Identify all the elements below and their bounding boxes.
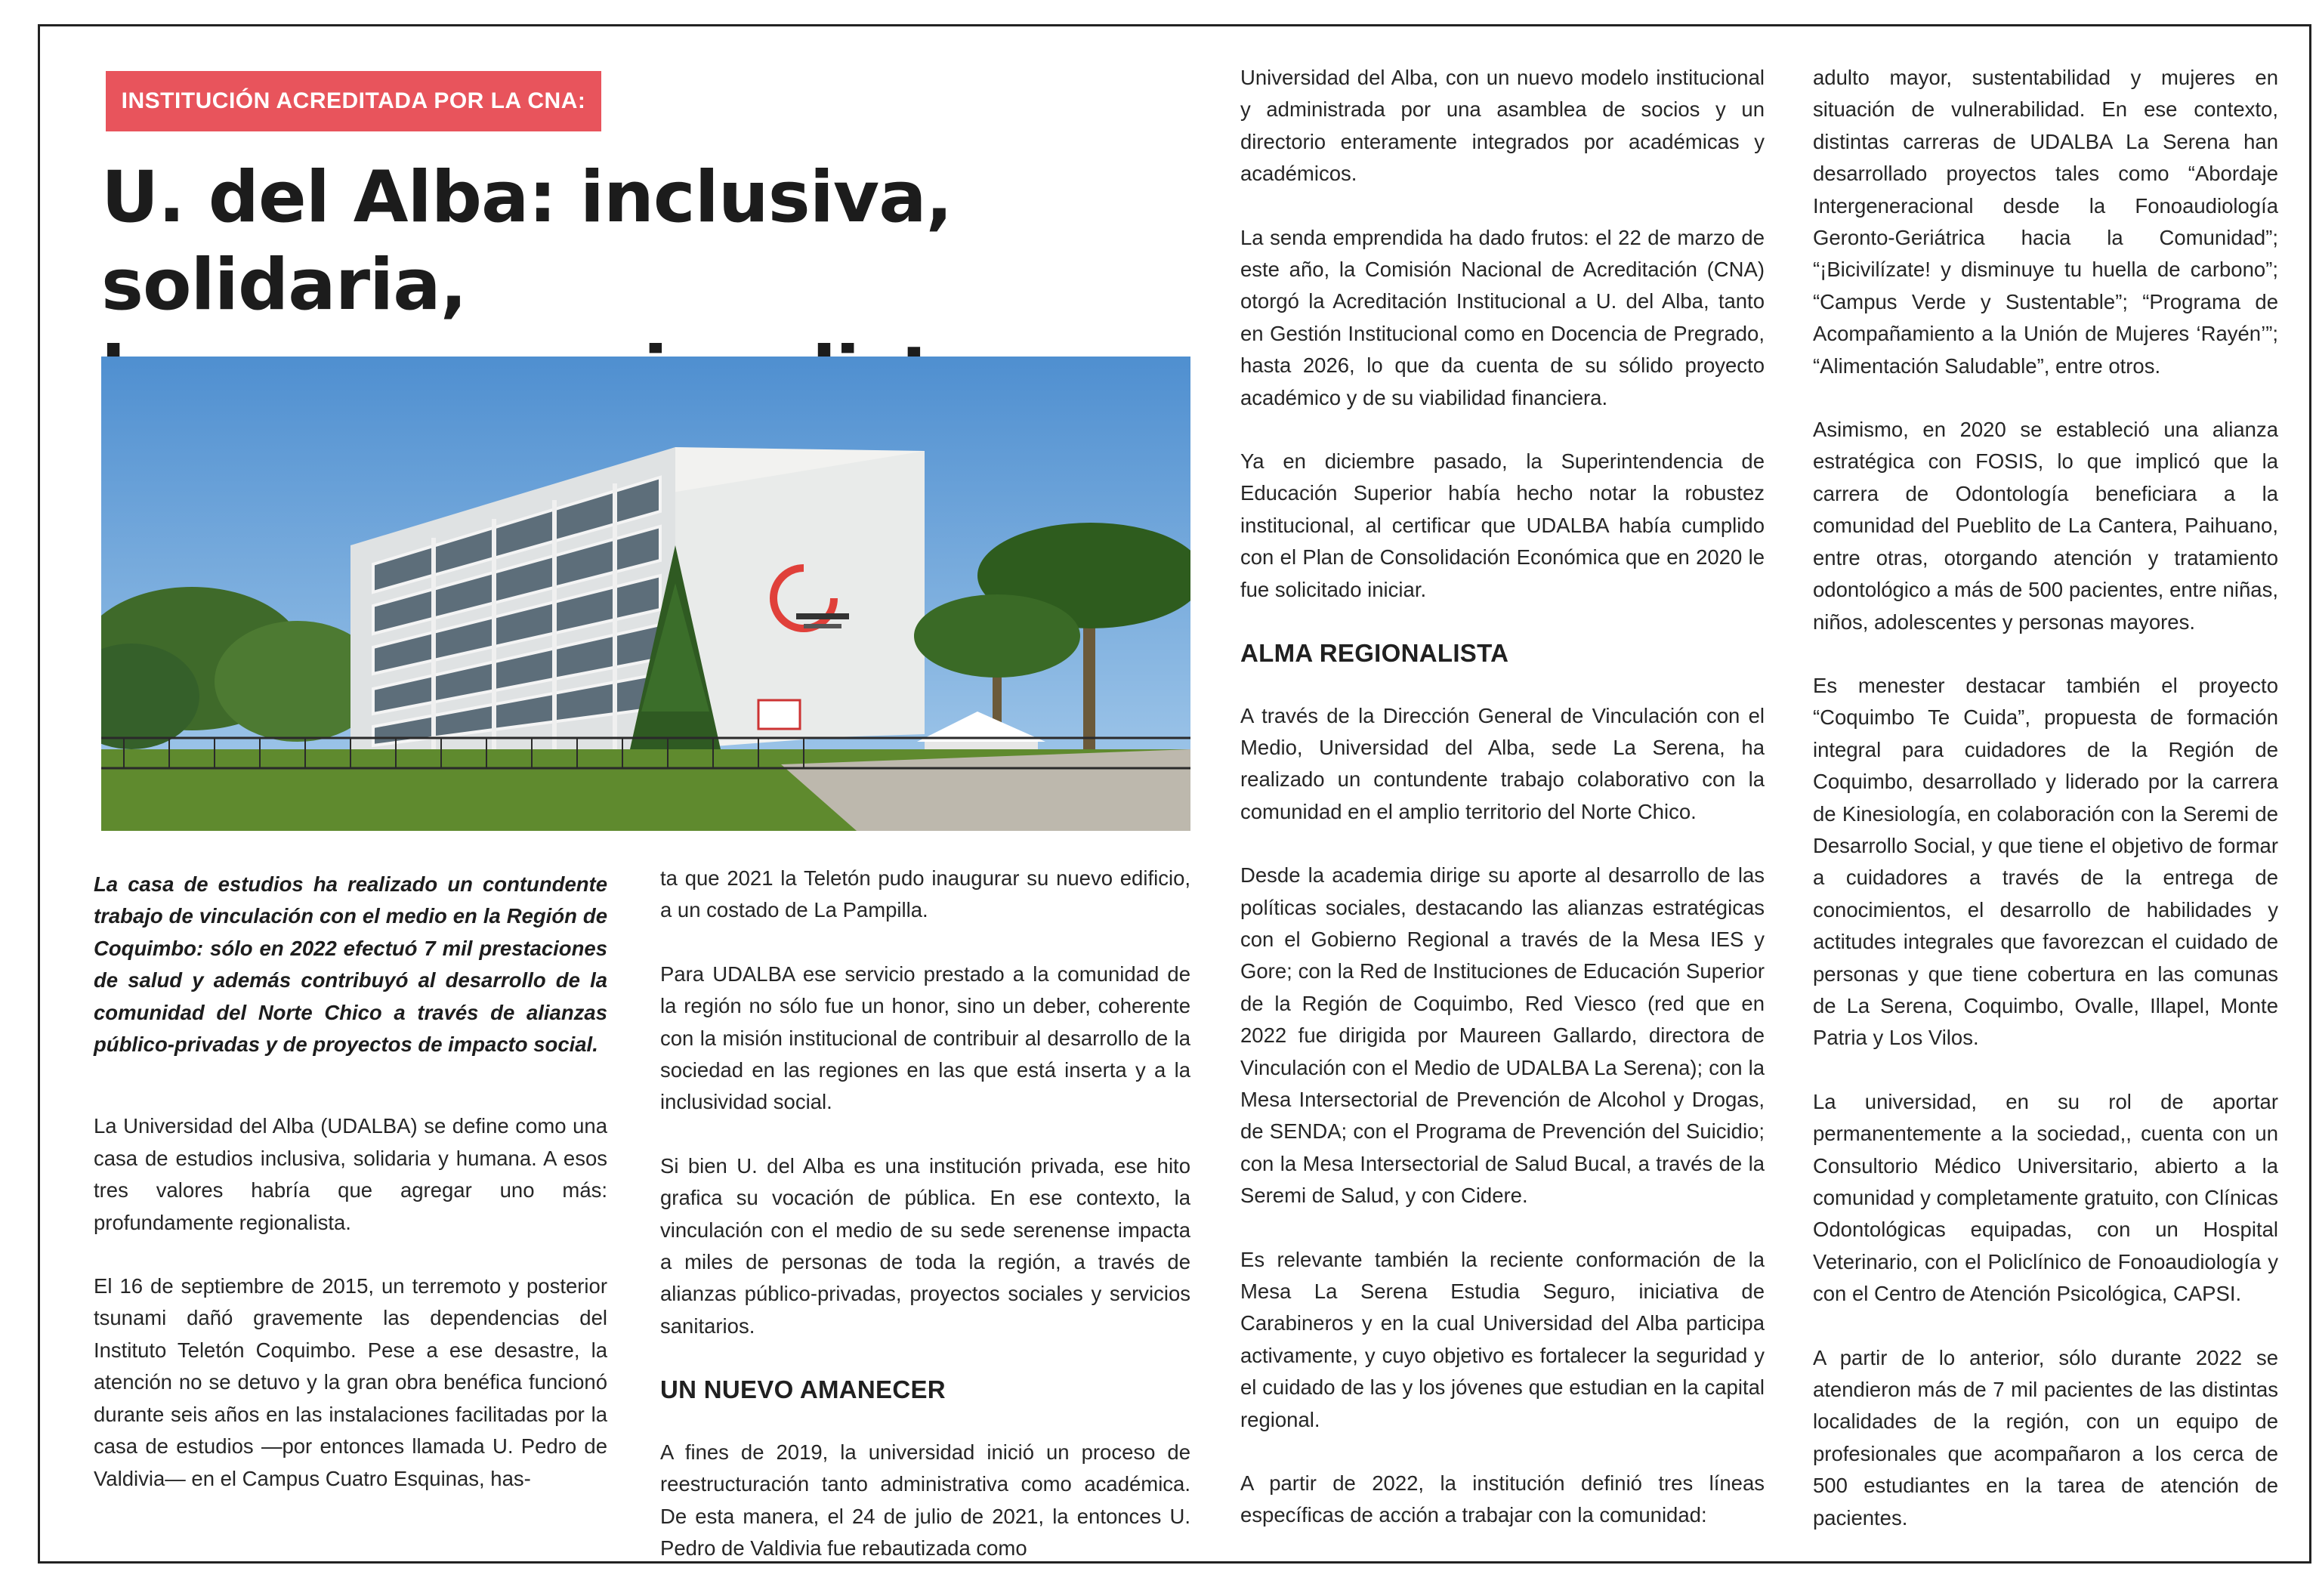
col3-paragraph-4: A través de la Dirección General de Vinculación con el Medio, Universidad del Alba, sede La Serena, ha realizado un contundente trabajo colaborativo con la comunidad en el amplio territorio del Norte Chico. xyxy=(1240,703,1765,823)
col3-paragraph-7: A partir de 2022, la institución definió tres líneas específicas de acción a trabajar con la comunidad: xyxy=(1240,1471,1765,1527)
lead-paragraph: La casa de estudios ha realizado un contundente trabajo de vinculación con el medio en la Región de Coquimbo: sólo en 2022 efectuó 7 mil prestaciones de salud y además contribuyó al desarrollo de la comunidad del Norte Chico a través de alianzas público-privadas y de proyectos de impacto social. xyxy=(94,872,607,1057)
column-1 xyxy=(94,869,607,1527)
col2-paragraph-3: Si bien U. del Alba es una institución privada, ese hito grafica su vocación de pública. En ese contexto, la vinculación con el medio de su sede serenense impacta a miles de personas de toda la región, a través de alianzas público-privadas, proyectos sociales y servicios sanitarios. xyxy=(660,1153,1190,1338)
building-photo xyxy=(101,357,1190,831)
col3-paragraph-2: La senda emprendida ha dado frutos: el 22 de marzo de este año, la Comisión Nacional de Acreditación (CNA) otorgó la Acreditación Institucional a U. del Alba, tanto en Gestión Institucional como en Docencia de Pregrado, hasta 2026, lo que da cuenta de su sólido proyecto académico y de su viabilidad financiera. xyxy=(1240,225,1765,409)
col2-paragraph-4: A fines de 2019, la universidad inició un proceso de reestructuración tanto administrativa como académica. De esta manera, el 24 de julio de 2021, la entonces U. Pedro de Valdivia fue rebautizada como xyxy=(660,1440,1190,1560)
col4-paragraph-4: La universidad, en su rol de aportar permanentemente a la sociedad,, cuenta con un Consultorio Médico Universitario, abierto a la comunidad y completamente gratuito, con Clínicas Odontológicas equipadas, con un Hospital Veterinario, con el Policlínico de Fonoaudiología y con el Centro de Atención Psicológica, CAPSI. xyxy=(1813,1089,2279,1306)
col4-paragraph-3: Es menester destacar también el proyecto “Coquimbo Te Cuida”, propuesta de formación integral para cuidadores de la Región de Coquimbo, desarrollado y liderado por la carrera de Kinesiología, en colaboración con la Seremi de Desarrollo Social, y que tiene el objetivo de formar a cuidadores a través de la entrega de conocimientos, el desarrollo de habilidades y actitudes integrales que favorezcan el cuidado de personas y que tiene cobertura en las comunas de La Serena, Coquimbo, Ovalle, Illapel, Monte Patria y Los Vilos. xyxy=(1813,673,2278,1050)
col1-paragraph-1: La Universidad del Alba (UDALBA) se define como una casa de estudios inclusiva, solidaria y humana. A esos tres valores habría que agregar uno más: profundamente regionalista. xyxy=(94,1114,607,1234)
column-3 xyxy=(1240,62,1765,1564)
column-2 xyxy=(660,863,1190,1596)
col1-paragraph-2: El 16 de septiembre de 2015, un terremoto y posterior tsunami dañó gravemente las dependencias del Instituto Teletón Coquimbo. Pese a ese desastre, la atención no se detuvo y la gran obra benéfica funcionó durante seis años en las instalaciones facilitadas por la casa de estudios —por entonces llamada U. Pedro de Valdivia— en el Campus Cuatro Esquinas, has- xyxy=(94,1274,607,1490)
col3-paragraph-1: Universidad del Alba, con un nuevo modelo institucional y administrada por una asamblea de socios y un directorio enteramente integrados por académicas y académicos. xyxy=(1240,66,1765,186)
col3-paragraph-3: Ya en diciembre pasado, la Superintendencia de Educación Superior había hecho notar la robustez institucional, al certificar que UDALBA había cumplido con el Plan de Consolidación Económica que en 2020 le fue solicitado iniciar. xyxy=(1240,449,1765,601)
headline-line-1: U. del Alba: inclusiva, solidaria, xyxy=(101,156,953,326)
section-heading-alma-regionalista: ALMA REGIONALISTA xyxy=(1240,639,1509,668)
col2-paragraph-2: Para UDALBA ese servicio prestado a la comunidad de la región no sólo fue un honor, sino un deber, coherente con la misión institucional de contribuir al desarrollo de la sociedad en las regiones en las que está inserta y a la inclusividad social. xyxy=(660,962,1190,1114)
col4-paragraph-5: A partir de lo anterior, sólo durante 2022 se atendieron más de 7 mil pacientes de las distintas localidades de la región, con un equipo de profesionales que acompañaron a los cerca de 500 estudiantes en la tarea de atención de pacientes. xyxy=(1813,1345,2278,1530)
kicker-badge: INSTITUCIÓN ACREDITADA POR LA CNA: xyxy=(106,71,601,131)
col2-paragraph-1: ta que 2021 la Teletón pudo inaugurar su nuevo edificio, a un costado de La Pampilla. xyxy=(660,866,1190,922)
col4-paragraph-2: Asimismo, en 2020 se estableció una alianza estratégica con FOSIS, lo que implicó que la carrera de Odontología beneficiara a la comunidad del Pueblito de La Cantera, Paihuano, entre otras, otorgando atención y tratamiento odontológico a más de 500 pacientes, entre niñas, niños, adolescentes y personas mayores. xyxy=(1813,418,2278,634)
section-heading-nuevo-amanecer: UN NUEVO AMANECER xyxy=(660,1375,946,1404)
col3-paragraph-6: Es relevante también la reciente conformación de la Mesa La Serena Estudia Seguro, iniciativa de Carabineros y en la cual Universidad del Alba participa activamente, y cuyo objetivo es fortalecer la seguridad y el cuidado de las y los jóvenes que estudian en la capital regional. xyxy=(1240,1247,1765,1431)
column-4 xyxy=(1813,62,2278,1566)
col3-paragraph-5: Desde la academia dirige su aporte al desarrollo de las políticas sociales, destacando las alianzas estratégicas con el Gobierno Regional a través de la Mesa IES y Gore; con la Red de Instituciones de Educación Superior de la Región de Coquimbo, Red Viesco (red que en 2022 fue dirigida por Maureen Gallardo, directora de Vinculación con el Medio de UDALBA La Serena); con la Mesa Intersectorial de Prevención de Alcohol y Drogas, de SENDA; con el Programa de Prevención del Suicidio; con la Mesa Intersectorial de Salud Bucal, a través de la Seremi de Salud, y con Cidere. xyxy=(1240,863,1765,1208)
col4-paragraph-1: adulto mayor, sustentabilidad y mujeres en situación de vulnerabilidad. En ese contexto, distintas carreras de UDALBA La Serena han desarrollado proyectos tales como “Abordaje Intergeneracional desde la Fonoaudiología Geronto-Geriátrica hacia la Comunidad”; “¡Bicivilízate! y disminuye tu huella de carbono”; “Campus Verde y Sustentable”; “Programa de Acompañamiento a la Unión de Mujeres ‘Rayén’”; “Alimentación Saludable”, entre otros. xyxy=(1813,66,2278,378)
